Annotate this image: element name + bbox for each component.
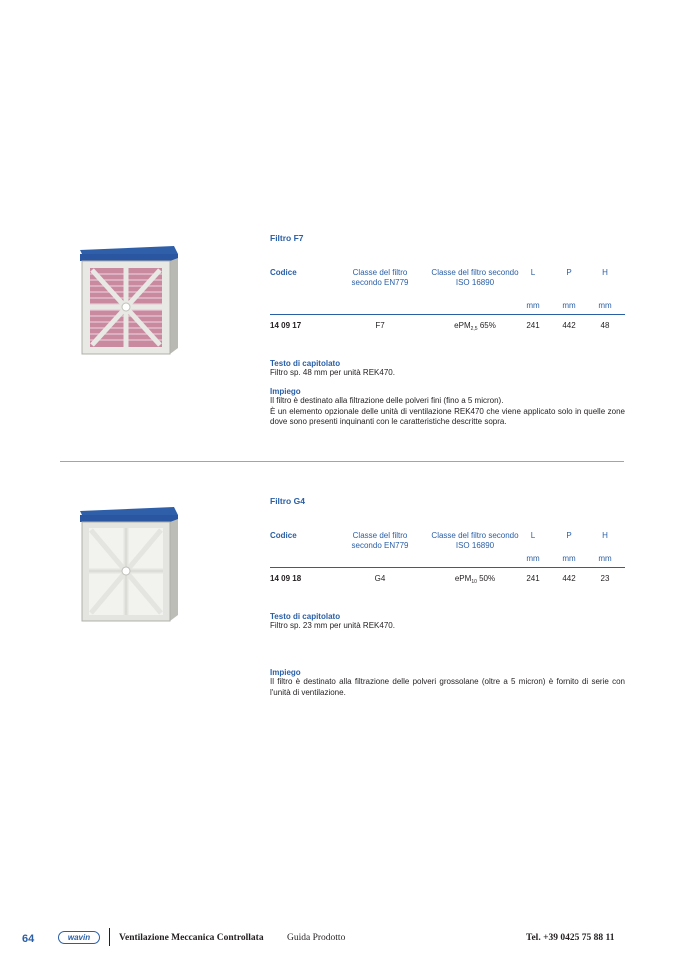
specs-table: [270, 522, 625, 622]
page-number: 64: [22, 933, 35, 945]
capitolato-label: Testo di capitolato: [270, 612, 341, 621]
filter-f7-image: [74, 244, 182, 358]
impiego-text-2: È un elemento opzionale delle unità di ventilazione REK470 che viene applicato solo in quelle zone dove sono presenti inquinanti con le caratteristiche descritte sopra.: [270, 406, 625, 426]
capitolato-text: Filtro sp. 23 mm per unità REK470.: [270, 621, 395, 630]
cell-class-iso: ePM$_{2,5}$ 65%: [454, 321, 496, 332]
filter-g4-image: [74, 505, 182, 627]
unit-l: mm: [526, 301, 540, 310]
unit-h: mm: [598, 554, 612, 563]
cell-l: 241: [526, 574, 540, 583]
header-class-en: Classe del filtro secondo EN779: [351, 531, 409, 550]
header-class-iso: Classe del filtro secondo ISO 16890: [431, 531, 519, 550]
cell-l: 241: [526, 321, 540, 330]
unit-h: mm: [598, 301, 612, 310]
header-class-en: Classe del filtro secondo EN779: [351, 268, 409, 287]
impiego-text: Il filtro è destinato alla filtrazione delle polveri grossolane (oltre a 5 micron) è fornito di serie con l'unità di ventilazione.: [270, 677, 625, 697]
page-footer: [0, 928, 678, 948]
section-filtro-f7: [270, 233, 625, 449]
capitolato-text: Filtro sp. 48 mm per unità REK470.: [270, 368, 395, 377]
cell-h: 48: [600, 321, 610, 330]
impiego-text: Il filtro è destinato alla filtrazione delle polveri fini (fino a 5 micron).: [270, 396, 504, 405]
footer-telephone: Tel. +39 0425 75 88 11: [526, 933, 615, 943]
capitolato-label: Testo di capitolato: [270, 359, 341, 368]
header-p: P: [566, 268, 572, 277]
header-l: L: [530, 531, 536, 540]
header-l: L: [530, 268, 536, 277]
cell-h: 23: [600, 574, 610, 583]
section-title: Filtro F7: [270, 233, 304, 243]
header-h: H: [602, 268, 608, 277]
footer-title: Ventilazione Meccanica Controllata: [119, 933, 264, 943]
impiego-label: Impiego: [270, 387, 301, 396]
wavin-logo: wavin: [58, 931, 100, 944]
cell-p: 442: [562, 574, 576, 583]
footer-separator: [109, 928, 110, 946]
unit-l: mm: [526, 554, 540, 563]
footer-subtitle: Guida Prodotto: [287, 933, 346, 943]
cell-code: 14 09 17: [270, 321, 302, 330]
unit-p: mm: [562, 301, 576, 310]
header-p: P: [566, 531, 572, 540]
cell-code: 14 09 18: [270, 574, 302, 583]
cell-class-en: F7: [375, 321, 385, 330]
section-divider: [60, 461, 624, 462]
impiego-label: Impiego: [270, 668, 301, 677]
header-codice: Codice: [270, 268, 297, 277]
header-h: H: [602, 531, 608, 540]
specs-table: [270, 259, 625, 359]
section-title: Filtro G4: [270, 496, 305, 506]
header-class-iso: Classe del filtro secondo ISO 16890: [431, 268, 519, 287]
cell-class-en: G4: [374, 574, 386, 583]
table-rule: [270, 567, 625, 568]
cell-class-iso: ePM$_{10}$ 50%: [454, 574, 496, 585]
header-codice: Codice: [270, 531, 297, 540]
unit-p: mm: [562, 554, 576, 563]
table-rule: [270, 314, 625, 315]
cell-p: 442: [562, 321, 576, 330]
section-filtro-g4: [270, 496, 625, 722]
